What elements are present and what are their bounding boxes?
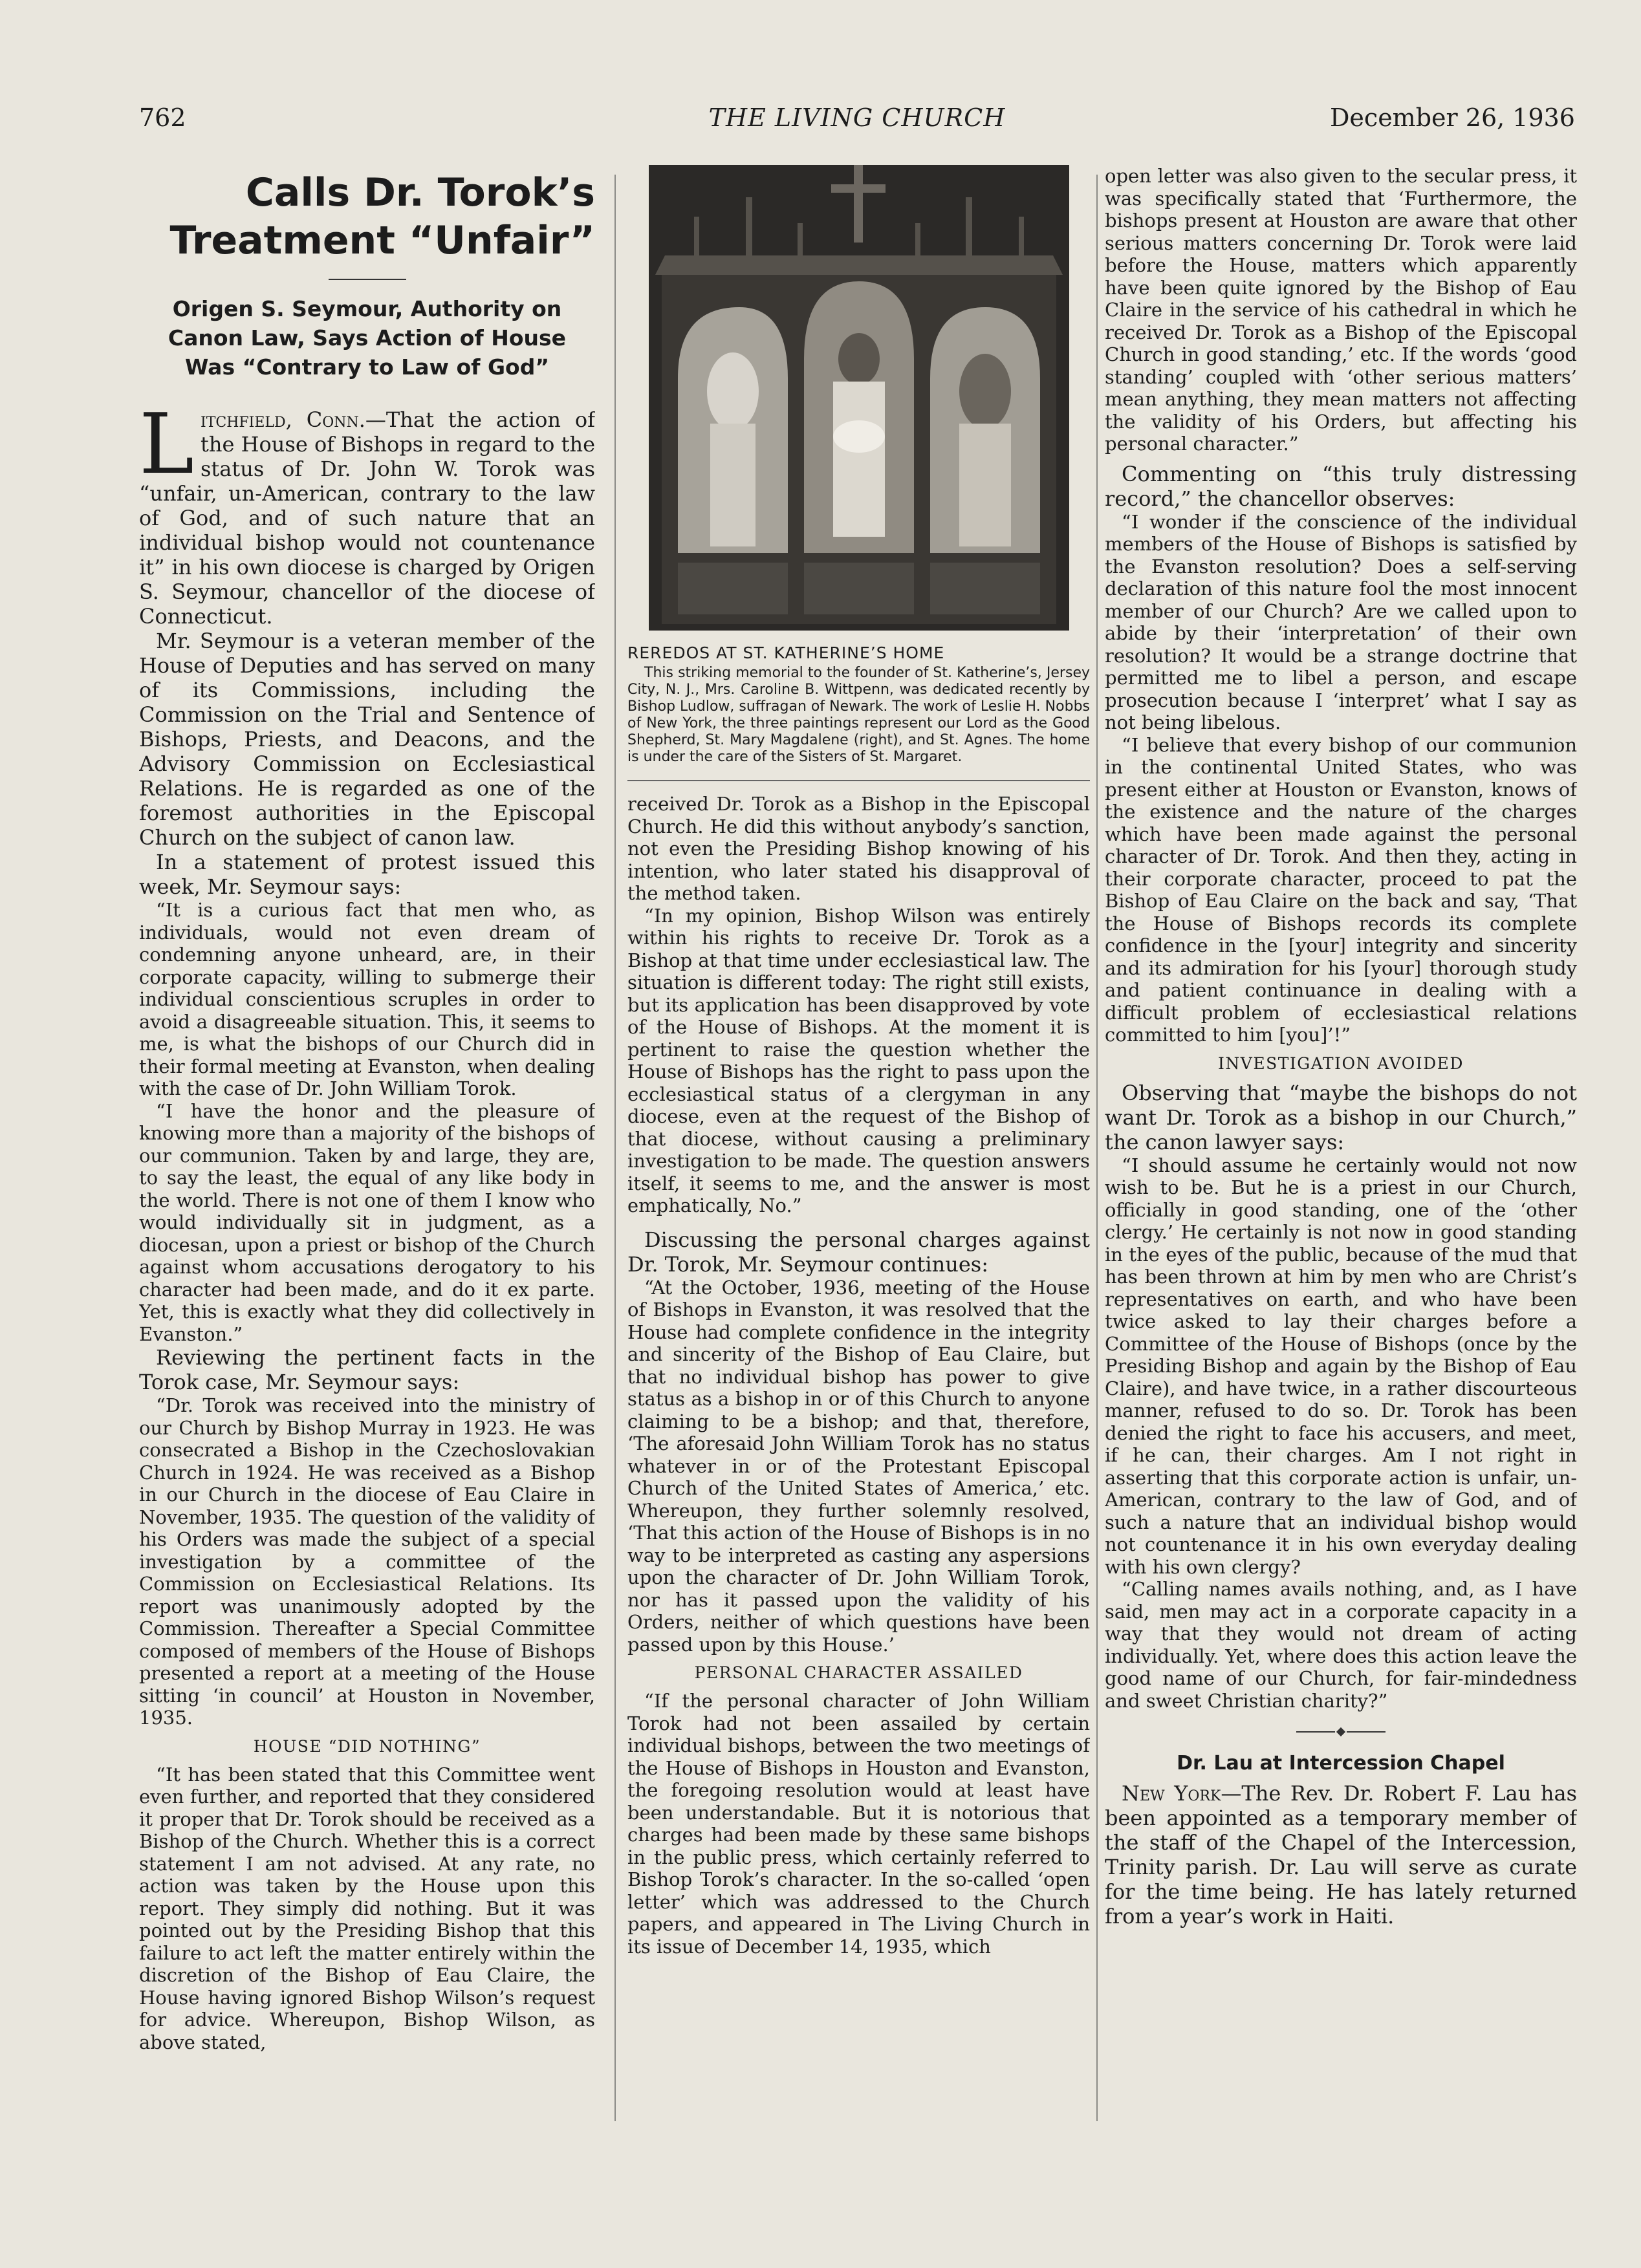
reredos-photo xyxy=(649,165,1069,631)
paragraph: “At the October, 1936, meeting of the House of Bishops in Evanston, it was resolved that the House had complete confidence in the integrity and sincerity of the Bishop of Eau Claire, but that no individual bishop has power to give status as a bishop in or of this Church to anyone claiming to be a bishop; and that, therefore, ‘The aforesaid John William Torok has no status whatever in or of the Protestant Episcopal Church of the United States of America,’ etc. Whereupon, they further solemnly resolved, ‘That this action of the House of Bishops is in no way to be interpreted as casting any aspersions upon the character of Dr. John William Torok, nor has it passed upon the validity of his Orders, neither of which questions have been passed upon by this House.’ xyxy=(627,1276,1090,1656)
photo-title: REREDOS AT ST. KATHERINE’S HOME xyxy=(627,643,945,662)
column-3 xyxy=(1105,165,1577,2134)
news-text: —The Rev. Dr. Robert F. Lau has been appointed as a temporary member of the staff of the Chapel of the Intercession, Trinity parish. Dr. Lau will serve as curate for the time being. He has lately returned from a year’s work in Haiti. xyxy=(1105,1781,1577,1928)
paragraph: “I have the honor and the pleasure of knowing more than a majority of the bishops of our communion. Taken by and large, they are, to say the least, the equal of any like body in the world. There is not one of them I know who would individually sit in judgment, as a diocesan, upon a priest or bishop of the Church against whom accusations derogatory to his character had been made, and do it ex parte. Yet, this is exactly what they did collectively in Evanston.” xyxy=(139,1099,595,1345)
paragraph: received Dr. Torok as a Bishop in the Episcopal Church. He did this without anybody’s sanction, not even the Presiding Bishop knowing of his intention, who later stated his disapproval of the method taken. xyxy=(627,793,1090,904)
subhead-personal-character: PERSONAL CHARACTER ASSAILED xyxy=(694,1663,1023,1682)
paragraph: Reviewing the pertinent facts in the Torok case, Mr. Seymour says: xyxy=(139,1345,595,1394)
article-deck: Origen S. Seymour, Authority on Canon Law, Says Action of House Was “Contrary to Law of God” xyxy=(168,296,567,380)
news-headline: Dr. Lau at Intercession Chapel xyxy=(1177,1752,1505,1775)
caption-divider xyxy=(627,780,1090,781)
paragraph: “It has been stated that this Committee went even further, and reported that they considered it proper that Dr. Torok should be received as a Bishop of the Church. Whether this is a correct statement I am not advised. At any rate, no action was taken by the House upon this report. They simply did nothing. But it was pointed out by the Presiding Bishop that this failure to act left the matter entirely within the discretion of the Bishop of Eau Claire, the House having ignored Bishop Wilson’s request for advice. Whereupon, Bishop Wilson, as above stated, xyxy=(139,1763,595,2053)
paragraph: In a statement of protest issued this week, Mr. Seymour says: xyxy=(139,850,595,899)
page-header xyxy=(139,103,1575,142)
paragraph: “In my opinion, Bishop Wilson was entirely within his rights to receive Dr. Torok as a Bishop at that time under ecclesiastical law. The situation is different today: The right still exists, but its application has been disapproved by vote of the House of Bishops. At the moment it is pertinent to raise the question whether the House of Bishops has the right to pass upon the ecclesiastical status of a clergyman in any diocese, even at the request of the Bishop of that diocese, without causing a preliminary investigation to be made. The question answers itself, it seems to me, and the answer is most emphatically, No.” xyxy=(627,904,1090,1216)
paragraph: “If the personal character of John William Torok had not been assailed by certain individual bishops, between the two meetings of the House of Bishops in Houston and Evanston, the foregoing resolution would at least have been understandable. But it is notorious that charges had been made by these same bishops in the public press, which certainly referred to Bishop Torok’s character. In the so-called ‘open letter’ which was addressed to the Church papers, and appeared in The Living Church in its issue of December 14, 1935, which xyxy=(627,1690,1090,1958)
news-body xyxy=(1105,1781,1577,1928)
paragraph: Commenting on “this truly distressing record,” the chancellor observes: xyxy=(1105,461,1577,511)
paragraph: Discussing the personal charges against Dr. Torok, Mr. Seymour continues: xyxy=(627,1227,1090,1277)
headline-divider xyxy=(329,279,406,280)
section-ornament xyxy=(1105,1729,1577,1735)
publication-title: THE LIVING CHURCH xyxy=(708,103,1006,132)
photo-caption: This striking memorial to the founder of St. Katherine’s, Jersey City, N. J., Mrs. Caroline B. Wittpenn, was dedicated recently by Bishop Ludlow, suffragan of Newark. The work of Leslie H. Nobbs of New York, the three paintings represent our Lord as the Good Shepherd, St. Mary Magdalene (right), and St. Agnes. The home is under the care of the Sisters of St. Margaret. xyxy=(627,665,1090,765)
lead-text: —That the action of the House of Bishops in regard to the status of Dr. John W. Torok was “unfair, un-American, contrary to the law of God, and of such nature that an individual bishop would not countenance it” in his own diocese is charged by Origen S. Seymour, chancellor of the diocese of Connecticut. xyxy=(139,407,595,629)
paragraph: “Calling names avails nothing, and, as I have said, men may act in a corporate capacity in a way that they would not dream of acting individually. Yet, where does this action leave the good name of our Church, for fair-mindedness and sweet Christian charity?” xyxy=(1105,1578,1577,1712)
column-2 xyxy=(627,165,1090,2134)
reredos-image xyxy=(649,165,1069,631)
page-number: 762 xyxy=(139,103,186,132)
paragraph: “Dr. Torok was received into the ministry of our Church by Bishop Murray in 1923. He was consecrated a Bishop in the Czechoslovakian Church in 1924. He was received as a Bishop in our Church in the diocese of Eau Claire in November, 1935. The question of the validity of his Orders was made the subject of a special investigation by a committee of the Commission on Ecclesiastical Relations. Its report was unanimously adopted by the Commission. Thereafter a Special Committee composed of members of the House of Bishops presented a report at a meeting of the House sitting ‘in council’ at Houston in November, 1935. xyxy=(139,1394,595,1729)
article-lead xyxy=(139,396,595,629)
subhead-investigation-avoided: INVESTIGATION AVOIDED xyxy=(1218,1053,1464,1073)
subhead-house-did-nothing: HOUSE “DID NOTHING” xyxy=(253,1736,481,1756)
dateline: itchfield, Conn. xyxy=(201,407,365,432)
news-dateline: New York xyxy=(1122,1781,1221,1806)
paragraph: “I wonder if the conscience of the individual members of the House of Bishops is satisfied by the Evanston resolution? Does a self-serving declaration of this nature fool the most innocent member of our Church? Are we called upon to abide by their ‘interpretation’ of their own resolution? It would be a strange doctrine that permitted me to libel a person, and escape prosecution because I ‘interpret’ what I say as not being libelous. xyxy=(1105,510,1577,733)
column-rule-left xyxy=(614,175,616,2121)
issue-date: December 26, 1936 xyxy=(1329,103,1575,132)
paragraph: Mr. Seymour is a veteran member of the House of Deputies and has served on many of its Commissions, including the Commission on the Trial and Sentence of Bishops, Priests, and Deacons, and the Advisory Commission on Ecclesiastical Relations. He is regarded as one of the foremost authorities in the Episcopal Church on the subject of canon law. xyxy=(139,629,595,850)
column-rule-right xyxy=(1096,175,1098,2121)
paragraph: open letter was also given to the secular press, it was specifically stated that ‘Furthermore, the bishops present at Houston are aware that other serious matters concerning Dr. Torok were laid before the House, matters which apparently have been quite ignored by the Bishop of Eau Claire in the service of his cathedral in which he received Dr. Torok as a Bishop of the Episcopal Church in good standing,’ etc. If the words ‘good standing’ coupled with ‘other serious matters’ mean anything, they mean matters not affecting the validity of his Orders, but affecting his personal character.” xyxy=(1105,165,1577,455)
paragraph: “I believe that every bishop of our communion in the continental United States, who was present either at Houston or Evanston, knows of the existence and the nature of the charges which have been made against the personal character of Dr. Torok. And then they, acting in their corporate character, proceed to pat the Bishop of Eau Claire on the back and say, ‘That the House of Bishops records its complete confidence in the [your] integrity and sincerity and its admiration for his [your] thorough study and patient continuance in dealing with a difficult problem of ecclesiastical relations committed to him [you]’!” xyxy=(1105,733,1577,1046)
drop-cap: L xyxy=(139,396,194,493)
article-headline: Calls Dr. Torok’s Treatment “Unfair” xyxy=(169,170,595,263)
column-1 xyxy=(139,165,595,2134)
paragraph: Observing that “maybe the bishops do not want Dr. Torok as a bishop in our Church,” the canon lawyer says: xyxy=(1105,1080,1577,1154)
paragraph: “It is a curious fact that men who, as individuals, would not even dream of condemning anyone unheard, are, in their corporate capacity, willing to submerge their individual conscientious scruples in order to avoid a disagreeable situation. This, it seems to me, is what the bishops of our Church did in their formal meeting at Evanston, when dealing with the case of Dr. John William Torok. xyxy=(139,899,595,1099)
paragraph: “I should assume he certainly would not now wish to be. But he is a priest in our Church, officially in good standing, one of the ‘other clergy.’ He certainly is not now in good standing in the eyes of the public, because of the mud that has been thrown at him by men who are Christ’s representatives on earth, and who have been twice asked to lay their charges before a Committee of the House of Bishops (once by the Presiding Bishop and again by the Bishop of Eau Claire), and have twice, in a rather discourteous manner, refused to do so. Dr. Torok has been denied the right to face his accusers, and meet, if he can, their charges. Am I not right in asserting that this corporate action is unfair, un-American, contrary to the law of God, and of such a nature that an individual bishop would not countenance it in his own everyday dealing with his own clergy? xyxy=(1105,1154,1577,1578)
